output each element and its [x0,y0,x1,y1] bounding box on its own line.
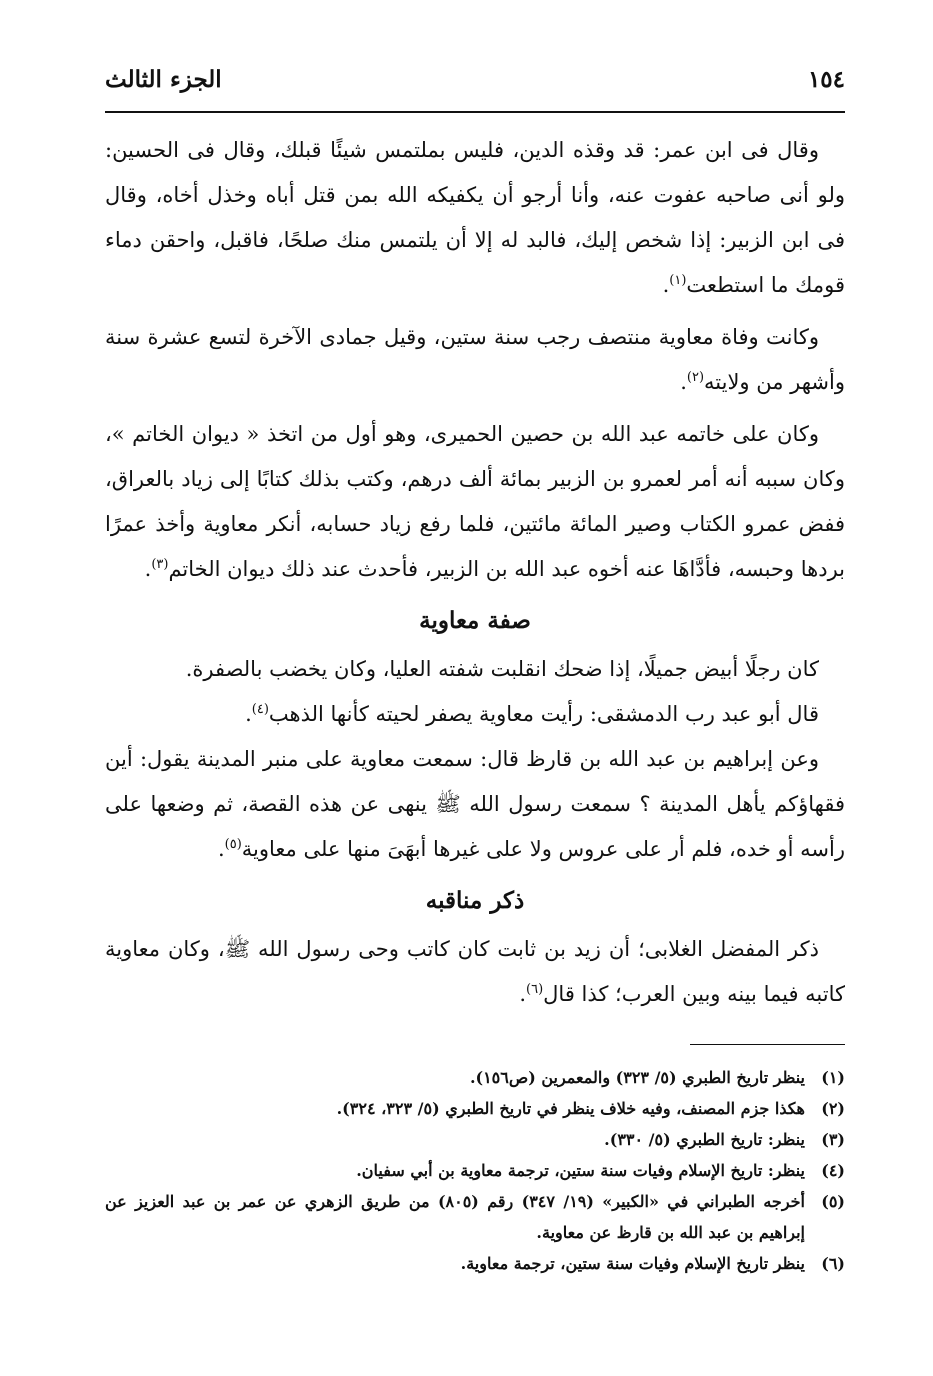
footnote-text: ينظر تاريخ الطبري (٥/ ٣٢٣) والمعمرين (ص١٥٦). [469,1068,805,1087]
paragraph [105,737,845,872]
end-mark: . [662,273,670,297]
section-heading: صفة معاوية [419,607,531,634]
footnote-text: هكذا جزم المصنف، وفيه خلاف ينظر في تاريخ الطبري (٥/ ٣٢٣، ٣٢٤). [336,1099,805,1118]
section-heading: ذكر مناقبه [425,887,525,914]
paragraph [105,647,845,692]
footnote [105,1062,845,1093]
footnote [105,1155,845,1186]
paragraph [105,128,845,308]
footnote [105,1186,845,1248]
footnote-ref: (٥) [224,837,242,852]
footnote-number: (٣) [821,1130,845,1149]
end-mark: . [245,702,252,726]
footnote-number: (٢) [821,1099,845,1118]
footnote-separator [690,1044,845,1045]
paragraph-text: وقال فى ابن عمر: قد وقذه الدين، فليس بملتمس شيئًا قبلك، وقال فى الحسين: ولو أنى صاحبه عفوت عنه، وأنا أرجو أن يكفيكه الله بمن قتل أباه وخذل أخاه، وقال فى ابن الزبير: إذا شخص إليك، فالبد له إلا أن يلتمس منك صلحًا، فاقبل، واحقن دماء قومك ما استطعت [105,138,845,297]
end-mark: . [680,370,687,394]
footnote [105,1093,845,1124]
footnote-ref: (٤) [251,702,269,717]
paragraph [105,927,845,1017]
paragraph-text: وعن إبراهيم بن عبد الله بن قارظ قال: سمعت معاوية على منبر المدينة يقول: أين فقهاؤكم يأهل المدينة ؟ سمعت رسول الله ﷺ ينهى عن هذه القصة، ثم وضعها على رأسه أو خده، فلم أر على عروس ولا على غيرها أبهَىَ منها على معاوية [105,747,845,861]
footnote-number: (١) [821,1068,845,1087]
end-mark: . [519,982,527,1006]
footnote-text: ينظر: تاريخ الطبري (٥/ ٣٣٠). [604,1130,805,1149]
footnote-text: ينظر: تاريخ الإسلام وفيات سنة ستين، ترجمة معاوية بن أبي سفيان. [356,1161,805,1180]
header-rule [105,111,845,113]
running-title: الجزء الثالث [105,65,222,93]
paragraph-text: وكانت وفاة معاوية منتصف رجب سنة ستين، وقيل جمادى الآخرة لتسع عشرة سنة وأشهر من ولايته [105,325,845,394]
paragraph [105,412,845,592]
footnote [105,1124,845,1155]
footnote [105,1248,845,1279]
footnotes [105,1062,845,1279]
paragraph [105,692,845,737]
footnote-ref: (٣) [151,557,169,572]
main-text [105,128,845,1024]
paragraph-text: وكان على خاتمه عبد الله بن حصين الحميرى، وهو أول من اتخذ « ديوان الخاتم »، وكان سببه أنه أمر لعمرو بن الزبير بمائة ألف درهم، وكتب بذلك كتابًا إلى زياد بالعراق، ففض عمرو الكتاب وصير المائة مائتين، فلما رفع زياد حسابه، أنكر معاوية وأخذ عمرًا بردها وحبسه، فأدَّاهَا عنه أخوه عبد الله بن الزبير، فأحدث عند ذلك ديوان الخاتم [105,422,845,581]
footnote-text: ينظر تاريخ الإسلام وفيات سنة ستين، ترجمة معاوية. [460,1254,805,1273]
footnote-number: (٤) [821,1161,845,1180]
paragraph-text: ذكر المفضل الغلابى؛ أن زيد بن ثابت كان كاتب وحى رسول الله ﷺ، وكان معاوية كاتبه فيما بينه وبين العرب؛ كذا قال [105,937,845,1006]
paragraph [105,315,845,405]
page-number: ١٥٤ [807,65,845,93]
footnote-number: (٦) [821,1254,845,1273]
footnote-ref: (١) [669,273,687,288]
paragraph-text: قال أبو عبد رب الدمشقى: رأيت معاوية يصفر لحيته كأنها الذهب [268,702,819,726]
footnote-text: أخرجه الطبراني في «الكبير» (١٩/ ٣٤٧) رقم (٨٠٥) من طريق الزهري عن عمر بن عبد العزيز عن إبراهيم بن عبد الله بن قارظ عن معاوية. [105,1192,805,1242]
footnote-ref: (٢) [686,370,705,385]
footnote-number: (٥) [821,1192,845,1211]
end-mark: . [217,837,225,861]
end-mark: . [144,557,152,581]
paragraph-text: كان رجلًا أبيض جميلًا، إذا ضحك انقلبت شفته العليا، وكان يخضب بالصفرة. [185,657,819,681]
footnote-ref: (٦) [526,982,544,997]
page-header [105,62,845,96]
